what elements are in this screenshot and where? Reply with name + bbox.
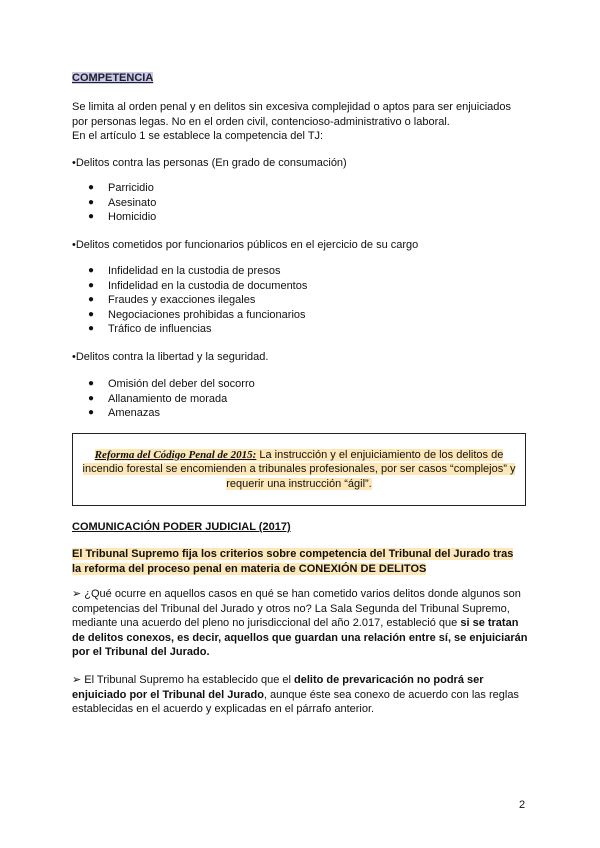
list-item: ● Infidelidad en la custodia de documentos bbox=[88, 279, 308, 292]
paragraph-text: El Tribunal Supremo ha establecido que el bbox=[81, 674, 295, 686]
list-item: ● Homicidio bbox=[88, 211, 157, 223]
arrow-icon: ➢ bbox=[72, 588, 82, 600]
paragraph-conexion bbox=[72, 587, 528, 660]
reforma-box-content bbox=[79, 448, 519, 492]
intro-paragraph bbox=[72, 100, 511, 144]
bullet-icon: ● bbox=[88, 294, 95, 305]
competencia-heading-text: COMPETENCIA bbox=[72, 72, 154, 84]
group-title-libertad: •Delitos contra la libertad y la seguridad. bbox=[72, 351, 269, 363]
page-number: 2 bbox=[519, 799, 526, 811]
list-item: ● Allanamiento de morada bbox=[88, 392, 228, 405]
intro-line: Se limita al orden penal y en delitos sin excesiva complejidad o aptos para ser enjuiciados bbox=[72, 101, 512, 113]
highlight-line: El Tribunal Supremo fija los criterios sobre competencia del Tribunal del Jurado tras bbox=[72, 548, 514, 560]
bullet-icon: ● bbox=[88, 378, 95, 389]
list-item: ● Omisión del deber del socorro bbox=[88, 378, 255, 390]
section-heading-competencia bbox=[72, 71, 153, 86]
bullet-icon: ● bbox=[88, 308, 95, 320]
list-item: ● Infidelidad en la custodia de presos bbox=[88, 265, 281, 277]
bullet-icon: ● bbox=[88, 392, 95, 404]
highlight-line: la reforma del proceso penal en materia de CONEXIÓN DE DELITOS bbox=[72, 562, 427, 575]
reforma-box-title: Reforma del Código Penal de 2015: bbox=[94, 448, 257, 461]
intro-line: En el artículo 1 se establece la competencia del TJ: bbox=[72, 130, 324, 142]
list-libertad bbox=[72, 377, 255, 421]
reforma-box bbox=[72, 433, 526, 506]
bullet-icon: ● bbox=[88, 265, 95, 276]
paragraph-text: , aunque éste sea conexo de acuerdo con las reglas establecidas en el acuerdo y explicadas en el párrafo anterior. bbox=[72, 688, 519, 715]
list-item: ● Parricidio bbox=[88, 182, 154, 194]
list-item: ● Tráfico de influencias bbox=[88, 323, 212, 335]
list-item: ● Fraudes y exacciones ilegales bbox=[88, 294, 256, 306]
reforma-box-text: La instrucción y el enjuiciamiento de los delitos de incendio forestal se encomienden a tribunales profesionales, por ser casos “complejos” y requerir una instrucción “ágil”. bbox=[82, 448, 516, 490]
list-item: ● Negociaciones prohibidas a funcionarios bbox=[88, 308, 306, 321]
group-title-personas: •Delitos contra las personas (En grado de consumación) bbox=[72, 157, 347, 169]
group-title-funcionarios: •Delitos cometidos por funcionarios públicos en el ejercicio de su cargo bbox=[72, 239, 419, 251]
paragraph-text: ¿Qué ocurre en aquellos casos en qué se han cometido varios delitos donde algunos son competencias del Tribunal del Jurado y otros no? La Sala Segunda del Tribunal Supremo, mediante una acuerdo del pleno no jurisdiccional del año 2.017, estableció que bbox=[72, 588, 521, 629]
intro-line: por personas legas. No en el orden civil, contencioso-administrativo o laboral. bbox=[72, 115, 450, 128]
section-heading-comunicacion bbox=[72, 520, 291, 535]
arrow-icon: ➢ bbox=[72, 674, 82, 686]
bullet-icon: ● bbox=[88, 211, 95, 222]
list-personas bbox=[72, 181, 156, 225]
bullet-icon: ● bbox=[88, 196, 95, 208]
bullet-icon: ● bbox=[88, 279, 95, 291]
highlight-statement bbox=[72, 547, 513, 576]
list-item: ● Asesinato bbox=[88, 196, 157, 209]
bullet-icon: ● bbox=[88, 323, 95, 334]
bullet-icon: ● bbox=[88, 407, 95, 418]
list-item: ● Amenazas bbox=[88, 407, 160, 419]
paragraph-prevaricacion bbox=[72, 673, 528, 717]
bullet-icon: ● bbox=[88, 182, 95, 193]
list-funcionarios bbox=[72, 264, 307, 337]
paragraph-bold-text: delito de prevaricación no podrá ser enjuiciado por el Tribunal del Jurado bbox=[72, 674, 484, 701]
paragraph-bold-text: si se tratan de delitos conexos, es decir, aquellos que guardan una relación entre sí, se enjuiciarán por el Tribunal del Jurado. bbox=[72, 617, 528, 658]
comunicacion-heading-text: COMUNICACIÓN PODER JUDICIAL (2017) bbox=[72, 521, 291, 533]
